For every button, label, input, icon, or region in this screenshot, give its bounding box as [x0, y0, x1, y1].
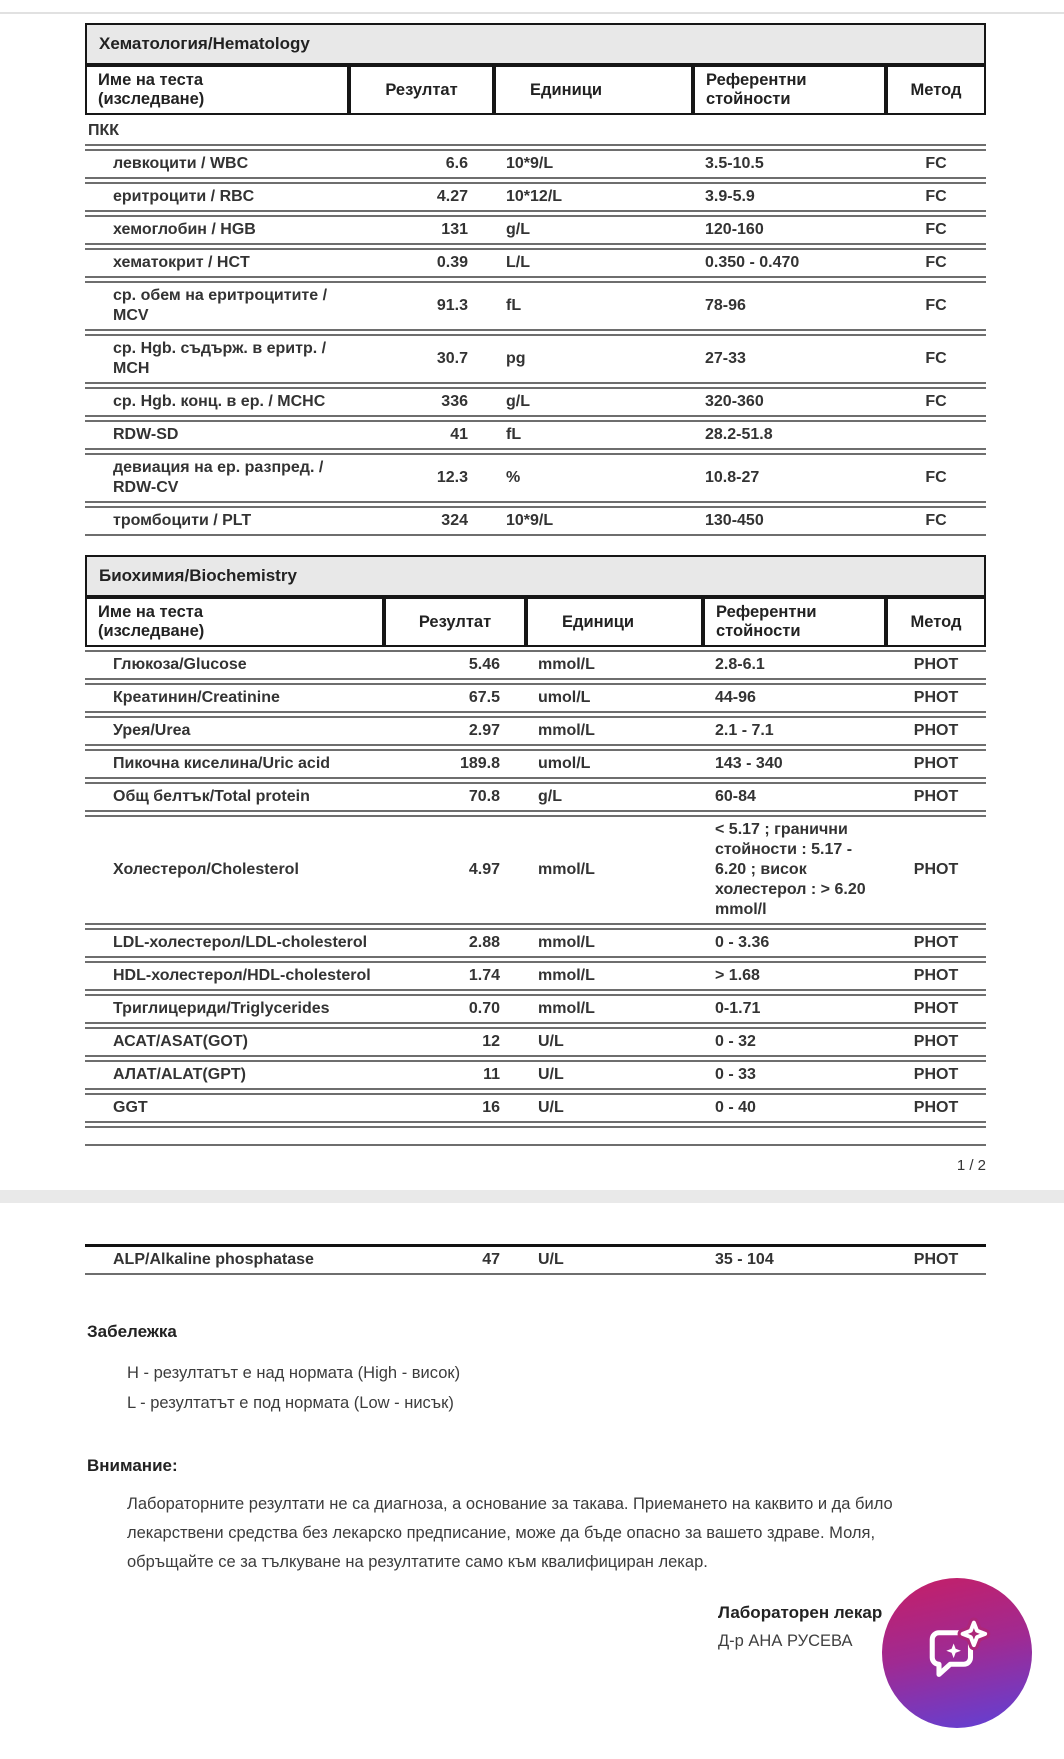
test-units: g/L [494, 387, 693, 417]
test-name: GGT [85, 1093, 384, 1123]
signature-doctor: Д-р АНА РУСЕВА [718, 1632, 853, 1650]
column-header-reference: Референтни стойности [693, 65, 886, 115]
test-name: АЛАТ/ALAT(GPT) [85, 1060, 384, 1090]
test-units: L/L [494, 248, 693, 278]
test-reference: 0 - 40 [703, 1093, 886, 1123]
test-name: RDW-SD [85, 420, 349, 450]
test-units: 10*9/L [494, 149, 693, 179]
table-row [85, 248, 986, 278]
group-label: ПКК [85, 118, 986, 146]
test-reference: 3.9-5.9 [693, 182, 886, 212]
test-reference: 44-96 [703, 683, 886, 713]
column-header-result: Резултат [384, 597, 526, 647]
test-reference: 60-84 [703, 782, 886, 812]
test-units: mmol/L [526, 650, 703, 680]
page-top-divider [0, 12, 1064, 14]
test-method: FC [886, 387, 986, 417]
test-method: PHOT [886, 749, 986, 779]
test-reference: 78-96 [693, 281, 886, 331]
biochemistry-section-title: Биохимия/Biochemistry [85, 555, 986, 597]
table-row [85, 749, 986, 779]
test-method: PHOT [886, 1027, 986, 1057]
test-method: PHOT [886, 928, 986, 958]
warning-text: Лабораторните резултати не са диагноза, а основание за такава. Приемането на каквито и да било лекарствени средства без лекарско предписание, може да бъде опасно за вашето здраве. Моля, обръщайте се за тълкуване на резултатите само към квалифициран лекар. [127, 1495, 893, 1571]
test-units: mmol/L [526, 928, 703, 958]
test-reference: 0 - 32 [703, 1027, 886, 1057]
test-reference: 27-33 [693, 334, 886, 384]
table-row [85, 1060, 986, 1090]
group-row [85, 118, 986, 146]
test-reference: 10.8-27 [693, 453, 886, 503]
test-reference: 0-1.71 [703, 994, 886, 1024]
column-header-method: Метод [886, 65, 986, 115]
signature-role: Лабораторен лекар [718, 1603, 883, 1622]
test-name: Пикочна киселина/Uric acid [85, 749, 384, 779]
table-row [85, 182, 986, 212]
column-header-test-name: Име на теста (изследване) [85, 597, 384, 647]
test-reference: 0 - 3.36 [703, 928, 886, 958]
test-units: fL [494, 420, 693, 450]
hematology-table [85, 23, 986, 539]
test-name: хемоглобин / HGB [85, 215, 349, 245]
test-reference: 130-450 [693, 506, 886, 536]
test-units: U/L [526, 1244, 703, 1275]
test-reference: > 1.68 [703, 961, 886, 991]
test-method [886, 420, 986, 450]
table-row [85, 387, 986, 417]
warning-heading: Внимание: [87, 1456, 178, 1475]
test-reference: 0.350 - 0.470 [693, 248, 886, 278]
test-method: FC [886, 334, 986, 384]
test-name: ср. Hgb. конц. в ер. / MCHC [85, 387, 349, 417]
table-row [85, 815, 986, 925]
test-result: 12 [384, 1027, 526, 1057]
table-row [85, 1093, 986, 1123]
column-header-method: Метод [886, 597, 986, 647]
test-method: FC [886, 248, 986, 278]
test-result: 12.3 [349, 453, 494, 503]
test-reference: 2.1 - 7.1 [703, 716, 886, 746]
test-units: U/L [526, 1027, 703, 1057]
table-row [85, 1027, 986, 1057]
test-reference: 0 - 33 [703, 1060, 886, 1090]
test-method: FC [886, 506, 986, 536]
test-name: АСАТ/ASAT(GOT) [85, 1027, 384, 1057]
table-row [85, 215, 986, 245]
test-method: PHOT [886, 994, 986, 1024]
test-name: девиация на ер. разпред. / RDW-CV [85, 453, 349, 503]
table-row [85, 334, 986, 384]
test-result: 1.74 [384, 961, 526, 991]
test-result: 4.97 [384, 815, 526, 925]
test-method: PHOT [886, 683, 986, 713]
table-row [85, 683, 986, 713]
column-header-reference: Референтни стойности [703, 597, 886, 647]
empty-row [85, 1126, 986, 1146]
chat-assistant-button[interactable] [882, 1578, 1032, 1728]
test-result: 2.97 [384, 716, 526, 746]
test-result: 30.7 [349, 334, 494, 384]
test-result: 16 [384, 1093, 526, 1123]
test-result: 6.6 [349, 149, 494, 179]
test-name: Креатинин/Creatinine [85, 683, 384, 713]
test-reference: 28.2-51.8 [693, 420, 886, 450]
test-reference: 120-160 [693, 215, 886, 245]
biochemistry-continuation-table [85, 1241, 986, 1278]
test-result: 324 [349, 506, 494, 536]
test-result: 336 [349, 387, 494, 417]
test-units: g/L [526, 782, 703, 812]
test-result: 11 [384, 1060, 526, 1090]
test-method: FC [886, 182, 986, 212]
table-row [85, 716, 986, 746]
test-result: 70.8 [384, 782, 526, 812]
test-result: 91.3 [349, 281, 494, 331]
test-name: Урея/Urea [85, 716, 384, 746]
test-units: umol/L [526, 683, 703, 713]
table-row [85, 928, 986, 958]
biochemistry-results-table [85, 594, 986, 1149]
test-method: FC [886, 149, 986, 179]
test-result: 5.46 [384, 650, 526, 680]
test-reference: 143 - 340 [703, 749, 886, 779]
test-units: mmol/L [526, 815, 703, 925]
test-units: g/L [494, 215, 693, 245]
test-units: mmol/L [526, 961, 703, 991]
test-reference: 2.8-6.1 [703, 650, 886, 680]
test-method: FC [886, 453, 986, 503]
column-header-units: Единици [494, 65, 693, 115]
test-name: Холестерол/Cholesterol [85, 815, 384, 925]
test-result: 0.70 [384, 994, 526, 1024]
test-method: PHOT [886, 815, 986, 925]
page-break-divider [0, 1190, 1064, 1203]
table-row [85, 281, 986, 331]
table-row [85, 994, 986, 1024]
table-row [85, 782, 986, 812]
test-name: LDL-холестерол/LDL-cholesterol [85, 928, 384, 958]
test-result: 4.27 [349, 182, 494, 212]
test-method: PHOT [886, 1093, 986, 1123]
hematology-results-table [85, 62, 986, 539]
test-units: fL [494, 281, 693, 331]
test-units: U/L [526, 1093, 703, 1123]
note-low: L - резултатът е под нормата (Low - нисък) [127, 1394, 454, 1412]
column-header-test-name: Име на теста (изследване) [85, 65, 349, 115]
table-row [85, 420, 986, 450]
test-name: Общ белтък/Total protein [85, 782, 384, 812]
table-row [85, 149, 986, 179]
test-units: mmol/L [526, 994, 703, 1024]
test-units: umol/L [526, 749, 703, 779]
test-name: ср. обем на еритроцитите / MCV [85, 281, 349, 331]
page-number: 1 / 2 [956, 1157, 986, 1174]
notes-heading: Забележка [87, 1322, 177, 1341]
column-header-result: Резултат [349, 65, 494, 115]
test-name: HDL-холестерол/HDL-cholesterol [85, 961, 384, 991]
chat-sparkle-icon [921, 1617, 993, 1689]
test-method: FC [886, 215, 986, 245]
test-method: PHOT [886, 716, 986, 746]
test-units: % [494, 453, 693, 503]
test-units: 10*9/L [494, 506, 693, 536]
test-method: PHOT [886, 782, 986, 812]
test-result: 41 [349, 420, 494, 450]
test-name: левкоцити / WBC [85, 149, 349, 179]
test-units: U/L [526, 1060, 703, 1090]
table-row [85, 961, 986, 991]
column-header-units: Единици [526, 597, 703, 647]
table-row [85, 650, 986, 680]
test-name: еритроцити / RBC [85, 182, 349, 212]
header-row [85, 597, 986, 647]
test-method: PHOT [886, 650, 986, 680]
test-reference: < 5.17 ; гранични стойности : 5.17 - 6.20 ; висок холестерол : > 6.20 mmol/l [703, 815, 886, 925]
test-reference: 320-360 [693, 387, 886, 417]
test-reference: 3.5-10.5 [693, 149, 886, 179]
test-result: 189.8 [384, 749, 526, 779]
test-method: PHOT [886, 1060, 986, 1090]
test-reference: 35 - 104 [703, 1244, 886, 1275]
hematology-section-title: Хематология/Hematology [85, 23, 986, 65]
test-result: 2.88 [384, 928, 526, 958]
test-name: Глюкоза/Glucose [85, 650, 384, 680]
test-units: pg [494, 334, 693, 384]
test-method: FC [886, 281, 986, 331]
header-row [85, 65, 986, 115]
test-result: 131 [349, 215, 494, 245]
test-name: ALP/Alkaline phosphatase [85, 1244, 384, 1275]
note-high: H - резултатът е над нормата (High - висок) [127, 1364, 461, 1382]
test-method: PHOT [886, 961, 986, 991]
biochemistry-table [85, 555, 986, 1149]
test-result: 47 [384, 1244, 526, 1275]
test-name: тромбоцити / PLT [85, 506, 349, 536]
test-units: 10*12/L [494, 182, 693, 212]
test-name: Триглицериди/Triglycerides [85, 994, 384, 1024]
test-result: 0.39 [349, 248, 494, 278]
table-row [85, 453, 986, 503]
test-result: 67.5 [384, 683, 526, 713]
test-name: ср. Hgb. съдърж. в еритр. / MCH [85, 334, 349, 384]
table-row [85, 506, 986, 536]
table-row [85, 1244, 986, 1275]
test-name: хематокрит / HCT [85, 248, 349, 278]
test-units: mmol/L [526, 716, 703, 746]
test-method: PHOT [886, 1244, 986, 1275]
